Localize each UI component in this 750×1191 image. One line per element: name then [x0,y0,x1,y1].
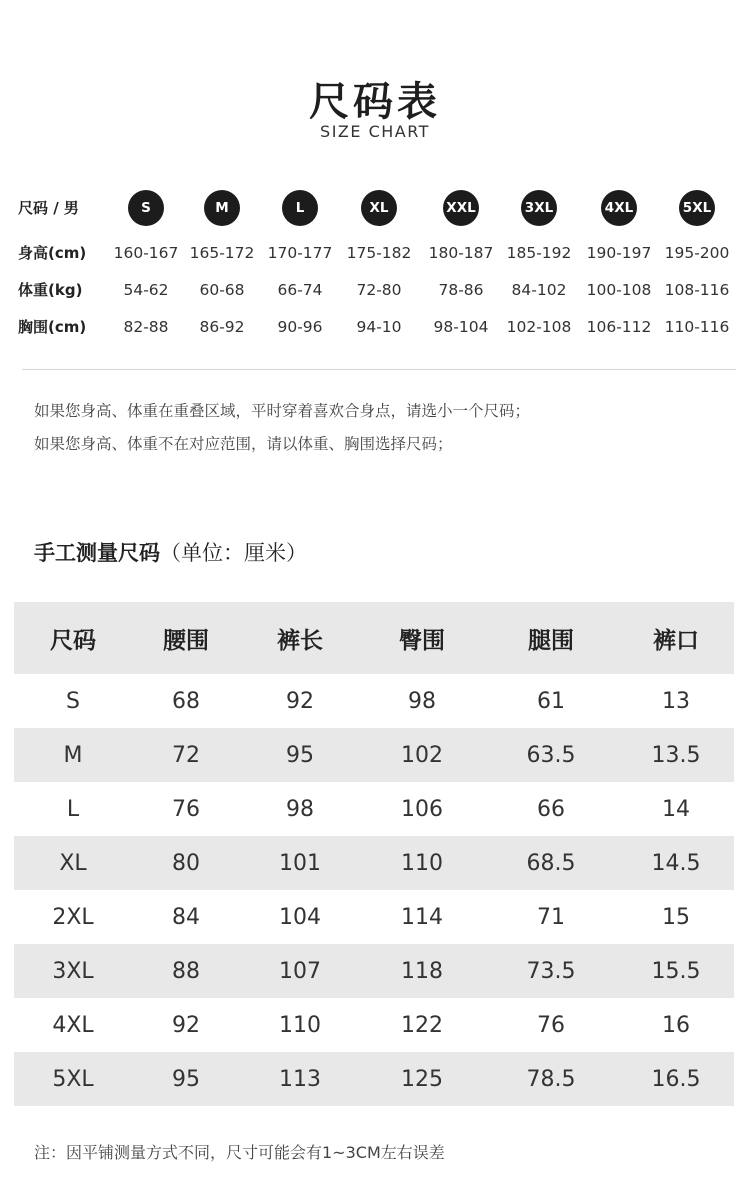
chest-row [0,309,750,345]
size-badge-2: L [282,190,318,226]
table-row [14,890,734,944]
height-row [0,235,750,271]
table-cell: 113 [279,1066,321,1092]
table-cell: 68.5 [526,850,576,876]
weight-cell-7: 108-116 [664,281,730,299]
note-line-1: 如果您身高、体重在重叠区域，平时穿着喜欢合身点，请选小一个尺码； [34,402,531,420]
weight-cell-0: 54-62 [123,281,169,299]
chest-cell-5: 102-108 [506,318,572,336]
table-cell: S [66,688,80,714]
table-cell: 122 [401,1012,443,1038]
table-cell: 66 [537,796,565,822]
column-header: 裤口 [653,627,699,654]
column-header: 臀围 [399,627,445,654]
table-row [14,674,734,728]
chest-cell-7: 110-116 [664,318,730,336]
section-title-text: 手工测量尺码 [34,541,160,565]
table-cell: 114 [401,904,443,930]
size-badge-0: S [128,190,164,226]
table-cell: 125 [401,1066,443,1092]
chest-cell-6: 106-112 [586,318,652,336]
table-cell: 110 [279,1012,321,1038]
table-cell: 14 [662,796,690,822]
table-row [14,782,734,836]
height-cell-3: 175-182 [346,244,412,262]
height-cell-0: 160-167 [113,244,179,262]
table-cell: 88 [172,958,200,984]
table-cell: 102 [401,742,443,768]
weight-cell-3: 72-80 [356,281,402,299]
table-row [14,1052,734,1106]
table-cell: 92 [172,1012,200,1038]
height-cell-1: 165-172 [189,244,255,262]
table-cell: 61 [537,688,565,714]
table-cell: 14.5 [651,850,701,876]
table-cell: 106 [401,796,443,822]
table-cell: 16.5 [651,1066,701,1092]
table-cell: 92 [286,688,314,714]
chest-cell-0: 82-88 [123,318,169,336]
table-cell: 76 [172,796,200,822]
table-cell: 101 [279,850,321,876]
size-badge-7: 5XL [679,190,715,226]
table-cell: 95 [286,742,314,768]
weight-row [0,272,750,308]
page-title: 尺码表 [309,79,441,125]
weight-cell-5: 84-102 [511,281,567,299]
row-label-size: 尺码 / 男 [18,199,79,217]
height-cell-2: 170-177 [267,244,333,262]
column-header: 裤长 [277,627,323,654]
table-cell: 107 [279,958,321,984]
footer-note: 注：因平铺测量方式不同，尺寸可能会有1~3CM左右误差 [34,1143,445,1162]
size-row [0,190,750,226]
table-cell: 15.5 [651,958,701,984]
table-cell: XL [59,850,87,876]
table-cell: 80 [172,850,200,876]
row-label-height: 身高(cm) [18,244,87,262]
table-row [14,944,734,998]
weight-cell-2: 66-74 [277,281,323,299]
divider [22,369,736,370]
table-row [14,836,734,890]
chest-cell-2: 90-96 [277,318,323,336]
chest-cell-3: 94-10 [356,318,402,336]
size-badge-4: XXL [443,190,479,226]
row-label-chest: 胸围(cm) [18,318,87,336]
table-cell: L [66,796,80,822]
table-cell: 95 [172,1066,200,1092]
table-cell: M [63,742,83,768]
table-cell: 5XL [52,1066,94,1092]
table-cell: 78.5 [526,1066,576,1092]
page-subtitle: SIZE CHART [320,122,430,141]
table-cell: 73.5 [526,958,576,984]
table-cell: 104 [279,904,321,930]
table-cell: 110 [401,850,443,876]
row-label-weight: 体重(kg) [18,281,83,299]
table-cell: 72 [172,742,200,768]
height-cell-4: 180-187 [428,244,494,262]
table-row [14,728,734,782]
table-cell: 16 [662,1012,690,1038]
table-cell: 3XL [52,958,94,984]
table-cell: 4XL [52,1012,94,1038]
weight-cell-4: 78-86 [438,281,484,299]
table-cell: 15 [662,904,690,930]
column-header: 腰围 [163,627,209,654]
table-cell: 68 [172,688,200,714]
note-line-2: 如果您身高、体重不在对应范围，请以体重、胸围选择尺码； [34,435,453,453]
column-header: 尺码 [50,627,96,654]
size-badge-5: 3XL [521,190,557,226]
table-cell: 84 [172,904,200,930]
chest-cell-1: 86-92 [199,318,245,336]
section-unit: （单位：厘米） [160,541,307,565]
size-badge-1: M [204,190,240,226]
table-cell: 13 [662,688,690,714]
weight-cell-1: 60-68 [199,281,245,299]
height-cell-7: 195-200 [664,244,730,262]
section-title [34,537,307,567]
table-cell: 98 [286,796,314,822]
table-cell: 118 [401,958,443,984]
table-cell: 98 [408,688,436,714]
column-header: 腿围 [528,627,574,654]
table-cell: 63.5 [526,742,576,768]
weight-cell-6: 100-108 [586,281,652,299]
table-cell: 13.5 [651,742,701,768]
chest-cell-4: 98-104 [433,318,489,336]
table-cell: 2XL [52,904,94,930]
table-cell: 71 [537,904,565,930]
table-cell: 76 [537,1012,565,1038]
size-badge-6: 4XL [601,190,637,226]
size-badge-3: XL [361,190,397,226]
measurement-table [14,602,734,1106]
table-row [14,998,734,1052]
height-cell-6: 190-197 [586,244,652,262]
table-header-row [14,602,734,674]
height-cell-5: 185-192 [506,244,572,262]
